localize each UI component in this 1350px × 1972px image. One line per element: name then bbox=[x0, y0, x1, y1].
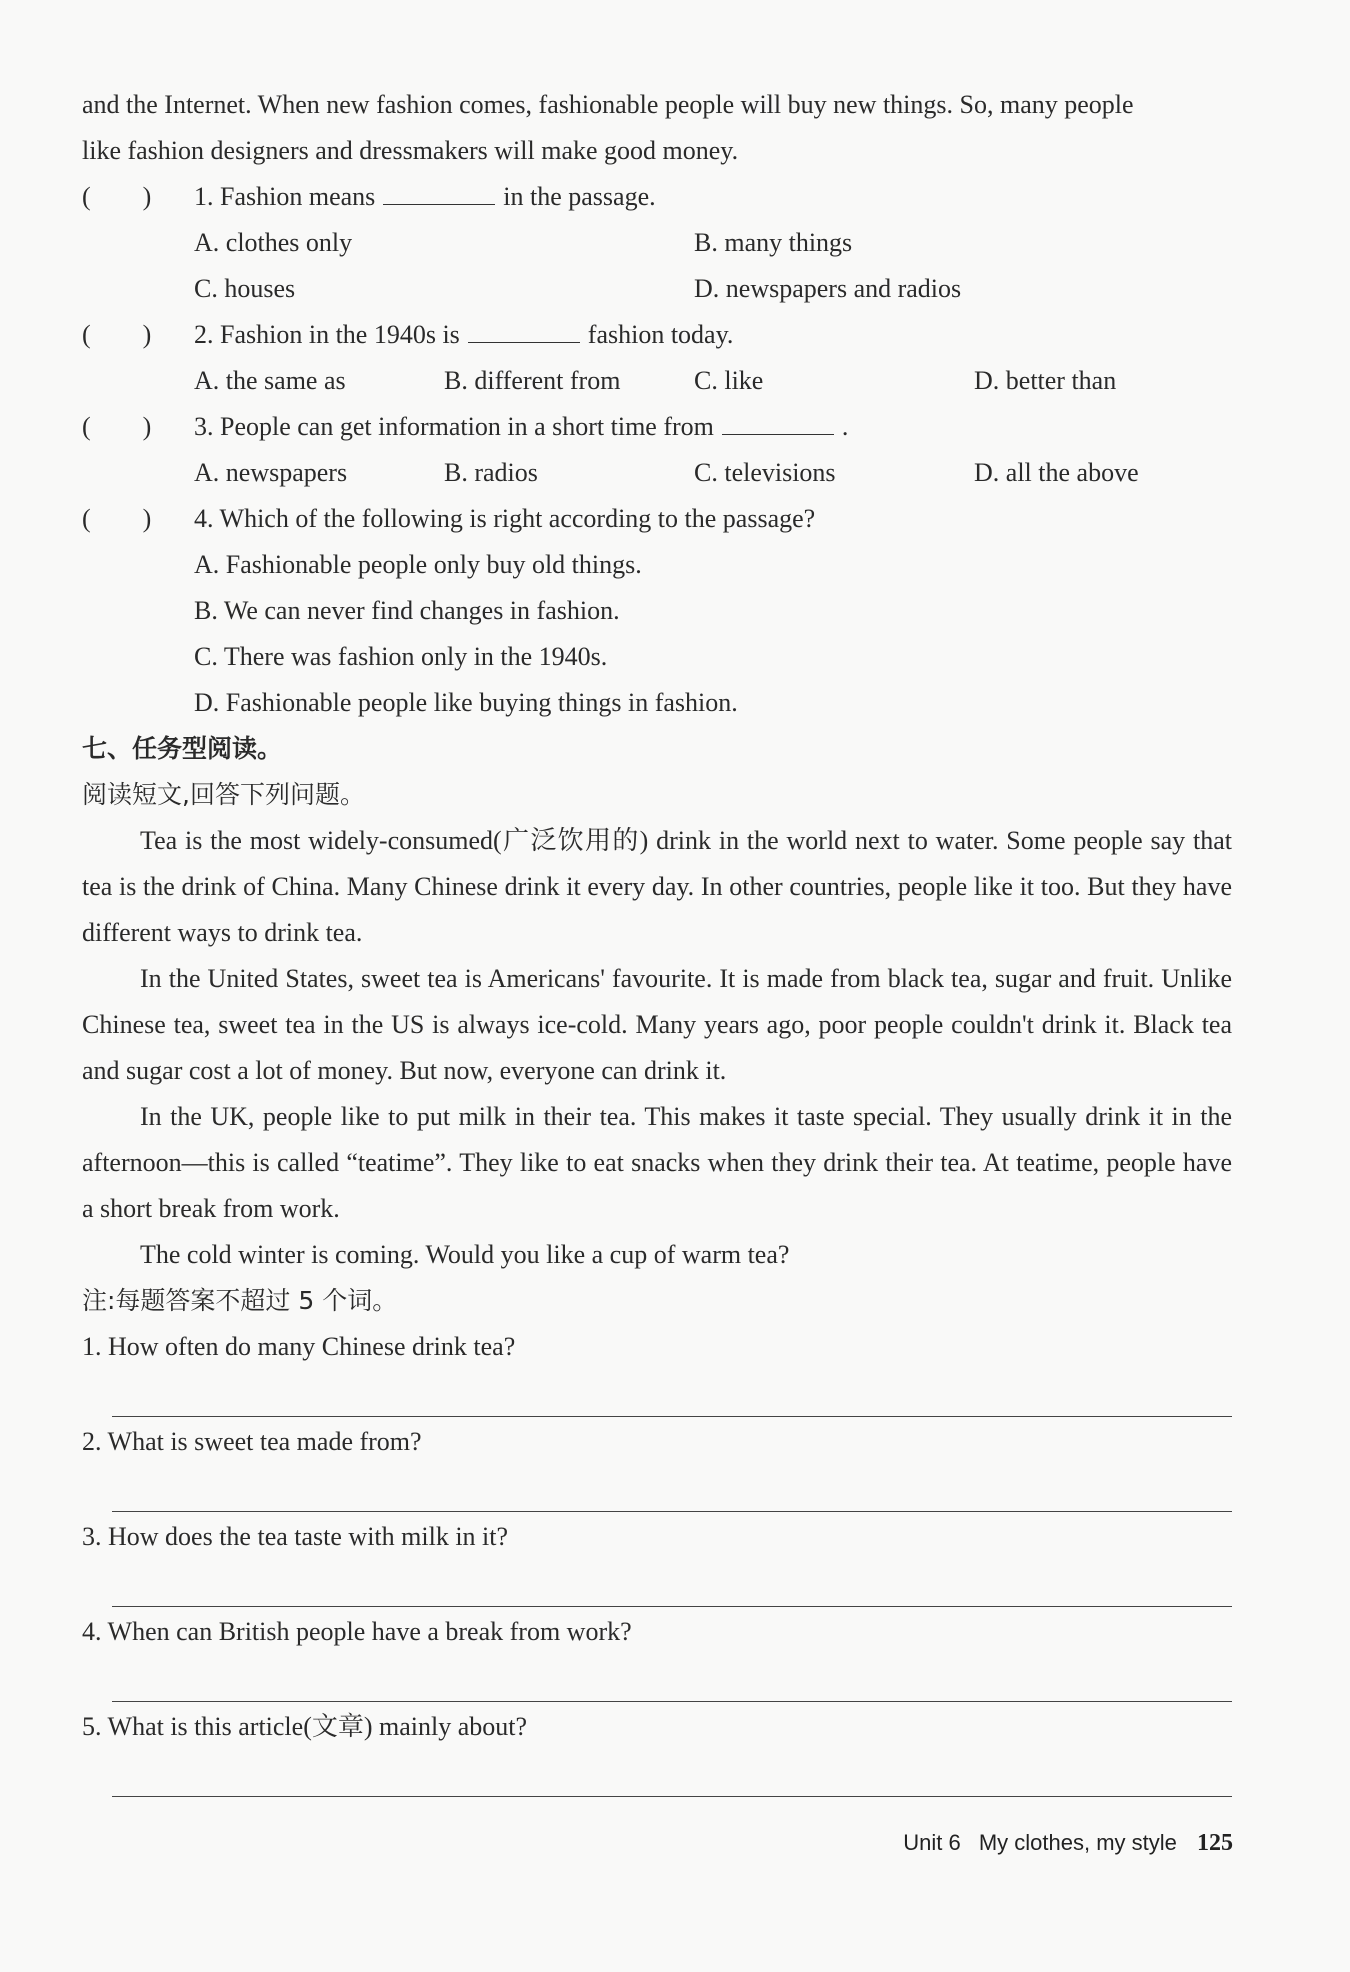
option-d: D. better than bbox=[974, 366, 1117, 395]
option-a: A. Fashionable people only buy old things. bbox=[194, 550, 642, 579]
question-stem: 2. Fashion in the 1940s is fashion today. bbox=[194, 320, 734, 349]
passage-line: like fashion designers and dressmakers will make good money. bbox=[82, 136, 739, 165]
question-stem: 4. Which of the following is right according to the passage? bbox=[194, 504, 816, 533]
passage-end bbox=[82, 82, 1232, 174]
reading-paragraph-1: Tea is the most widely-consumed(广泛饮用的) drink in the world next to water. Some people say that tea is the drink of China. Many Chinese drink it every day. In other countries, people like it too. But they have different ways to drink tea. bbox=[82, 826, 1232, 947]
options bbox=[194, 542, 1232, 726]
option-d: D. newspapers and radios bbox=[694, 274, 962, 303]
answer-paren[interactable]: ( ) bbox=[82, 320, 152, 349]
page-content bbox=[82, 82, 1232, 1799]
answer-line[interactable] bbox=[112, 1370, 1232, 1417]
question-text: 1. How often do many Chinese drink tea? bbox=[82, 1332, 516, 1361]
unit-label: Unit 6 bbox=[903, 1830, 961, 1855]
option-b: B. radios bbox=[444, 458, 538, 487]
option-b: B. many things bbox=[694, 228, 853, 257]
options bbox=[194, 220, 1232, 312]
option-d: D. Fashionable people like buying things in fashion. bbox=[194, 688, 738, 717]
section-instruction: 阅读短文,回答下列问题。 bbox=[82, 780, 365, 809]
answer-line[interactable] bbox=[112, 1465, 1232, 1512]
task-question-3 bbox=[82, 1514, 1232, 1607]
question-text: 5. What is this article(文章) mainly about? bbox=[82, 1712, 528, 1741]
option-a: A. newspapers bbox=[194, 458, 348, 487]
fill-blank bbox=[722, 411, 834, 435]
option-c: C. houses bbox=[194, 274, 296, 303]
answer-line[interactable] bbox=[112, 1560, 1232, 1607]
option-a: A. the same as bbox=[194, 366, 346, 395]
answer-paren[interactable]: ( ) bbox=[82, 412, 152, 441]
answer-note: 注:每题答案不超过 5 个词。 bbox=[82, 1286, 398, 1315]
reading-paragraph-3: In the UK, people like to put milk in their tea. This makes it taste special. They usually drink it in the afternoon—this is called “teatime”. They like to eat snacks when they drink their tea. At teatime, people have a short break from work. bbox=[82, 1102, 1232, 1223]
task-question-5 bbox=[82, 1704, 1232, 1797]
answer-paren[interactable]: ( ) bbox=[82, 182, 152, 211]
answer-line[interactable] bbox=[112, 1750, 1232, 1797]
options bbox=[194, 450, 1232, 496]
option-a: A. clothes only bbox=[194, 228, 353, 257]
mc-question-3 bbox=[82, 404, 1232, 496]
task-question-4 bbox=[82, 1609, 1232, 1702]
page-number: 125 bbox=[1197, 1830, 1233, 1856]
fill-blank bbox=[468, 319, 580, 343]
option-b: B. different from bbox=[444, 366, 621, 395]
section-title: 七、任务型阅读。 bbox=[82, 734, 283, 763]
page-footer bbox=[903, 1830, 1233, 1857]
options bbox=[194, 358, 1232, 404]
reading-paragraph-2: In the United States, sweet tea is Americans' favourite. It is made from black tea, sugar and fruit. Unlike Chinese tea, sweet tea in the US is always ice-cold. Many years ago, poor people couldn't drink it. Black tea and sugar cost a lot of money. But now, everyone can drink it. bbox=[82, 964, 1232, 1085]
question-text: 2. What is sweet tea made from? bbox=[82, 1427, 422, 1456]
answer-line[interactable] bbox=[112, 1655, 1232, 1702]
reading-paragraph-4: The cold winter is coming. Would you like a cup of warm tea? bbox=[140, 1240, 790, 1269]
answer-paren[interactable]: ( ) bbox=[82, 504, 152, 533]
question-stem: 1. Fashion means in the passage. bbox=[194, 182, 656, 211]
option-c: C. like bbox=[694, 366, 764, 395]
mc-question-4 bbox=[82, 496, 1232, 726]
mc-question-2 bbox=[82, 312, 1232, 404]
task-question-2 bbox=[82, 1419, 1232, 1512]
question-text: 3. How does the tea taste with milk in it? bbox=[82, 1522, 509, 1551]
option-c: C. televisions bbox=[694, 458, 836, 487]
question-text: 4. When can British people have a break from work? bbox=[82, 1617, 632, 1646]
mc-question-1 bbox=[82, 174, 1232, 312]
option-c: C. There was fashion only in the 1940s. bbox=[194, 642, 608, 671]
unit-title: My clothes, my style bbox=[978, 1830, 1177, 1855]
fill-blank bbox=[383, 181, 495, 205]
option-d: D. all the above bbox=[974, 458, 1139, 487]
question-stem: 3. People can get information in a short time from . bbox=[194, 412, 849, 441]
passage-line: and the Internet. When new fashion comes, fashionable people will buy new things. So, many people bbox=[82, 90, 1134, 119]
task-question-1 bbox=[82, 1324, 1232, 1417]
option-b: B. We can never find changes in fashion. bbox=[194, 596, 620, 625]
